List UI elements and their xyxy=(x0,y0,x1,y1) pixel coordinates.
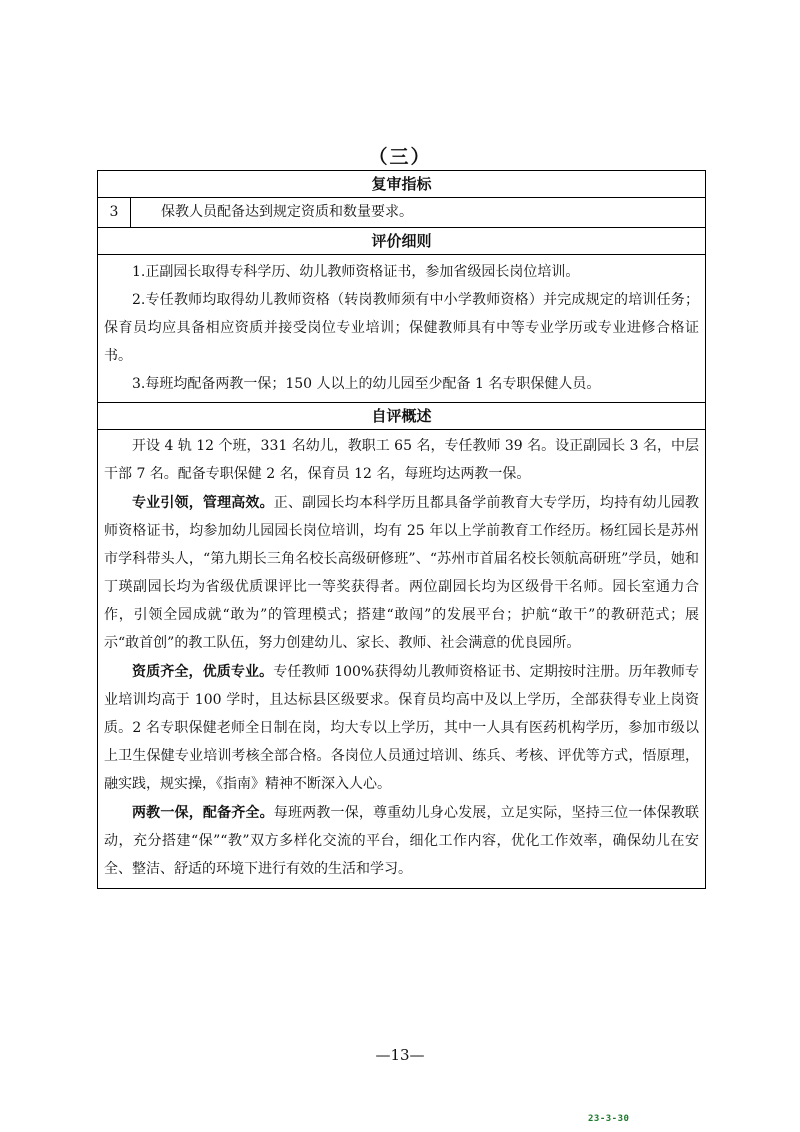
criteria-item: 3.每班均配备两教一保；150 人以上的幼儿园至少配备 1 名专职保健人员。 xyxy=(132,376,601,392)
self-review-body xyxy=(98,430,705,888)
review-index-number: 3 xyxy=(98,198,131,227)
self-review-header: 自评概述 xyxy=(98,403,705,430)
paragraph-text: 正、副园长均本科学历且都具备学前教育大专学历，均持有幼儿园教师资格证书，均参加幼儿园园长岗位培训，均有 25 年以上学前教育工作经历。杨红园长是苏州市学科带头人，“第九期长三角名校长高级研修班”、“苏州市首届名校长领航高研班”学员，她和丁瑛副园长均为省级优质课评比一等奖获得者。两位副园长均为区级骨干名师。园长室通力合作，引领全园成就“敢为”的管理模式；搭建“敢闯”的发展平台；护航“敢干”的教研范式；展示“敢首创”的教工队伍，努力创建幼儿、家长、教师、社会满意的优良园所。 xyxy=(104,495,700,651)
paragraph-lead: 资质齐全，优质专业。 xyxy=(132,664,274,680)
review-index-header: 复审指标 xyxy=(98,171,705,198)
criteria-item: 2.专任教师均取得幼儿教师资格（转岗教师须有中小学教师资格）并完成规定的培训任务；保育员均应具备相应资质并接受岗位专业培训；保健教师具有中等专业学历或专业进修合格证书。 xyxy=(104,292,699,364)
self-review-paragraph xyxy=(104,799,699,883)
paragraph-lead: 两教一保，配备齐全。 xyxy=(132,805,274,821)
criteria-body xyxy=(98,255,705,403)
criteria-item: 1.正副园长取得专科学历、幼儿教师资格证书，参加省级园长岗位培训。 xyxy=(132,264,580,280)
section-title: （三） xyxy=(368,146,432,168)
review-index-row xyxy=(98,198,705,228)
paragraph-text: 专任教师 100%获得幼儿教师资格证书、定期按时注册。历年教师专业培训均高于 100 学时，且达标县区级要求。保育员均高中及以上学历，全部获得专业上岗资质。2 名专职保健老师全日制在岗，均大专以上学历，其中一人具有医药机构学历，参加市级以上卫生保健专业培训考核全部合格。各岗位人员通过培训、练兵、考核、评优等方式，悟原理，融实践，规实操，《指南》精神不断深入人心。 xyxy=(104,664,700,792)
self-review-paragraph xyxy=(104,489,699,657)
self-review-intro: 开设 4 轨 12 个班，331 名幼儿，教职工 65 名，专任教师 39 名。设正副园长 3 名，中层干部 7 名。配备专职保健 2 名，保育员 12 名，每班均达两教一保。 xyxy=(104,438,699,482)
criteria-header: 评价细则 xyxy=(98,228,705,255)
review-index-text: 保教人员配备达到规定资质和数量要求。 xyxy=(161,204,413,220)
paragraph-text: 每班两教一保，尊重幼儿身心发展，立足实际，坚持三位一体保教联动，充分搭建“保”“教”双方多样化交流的平台，细化工作内容，优化工作效率，确保幼儿在安全、整洁、舒适的环境下进行有效的生活和学习。 xyxy=(104,805,700,877)
self-review-paragraph xyxy=(104,658,699,798)
page-number: —13— xyxy=(375,1046,425,1064)
paragraph-lead: 专业引领，管理高效。 xyxy=(132,495,274,511)
date-stamp: 23-3-30 xyxy=(588,1114,630,1124)
review-table xyxy=(97,170,706,889)
